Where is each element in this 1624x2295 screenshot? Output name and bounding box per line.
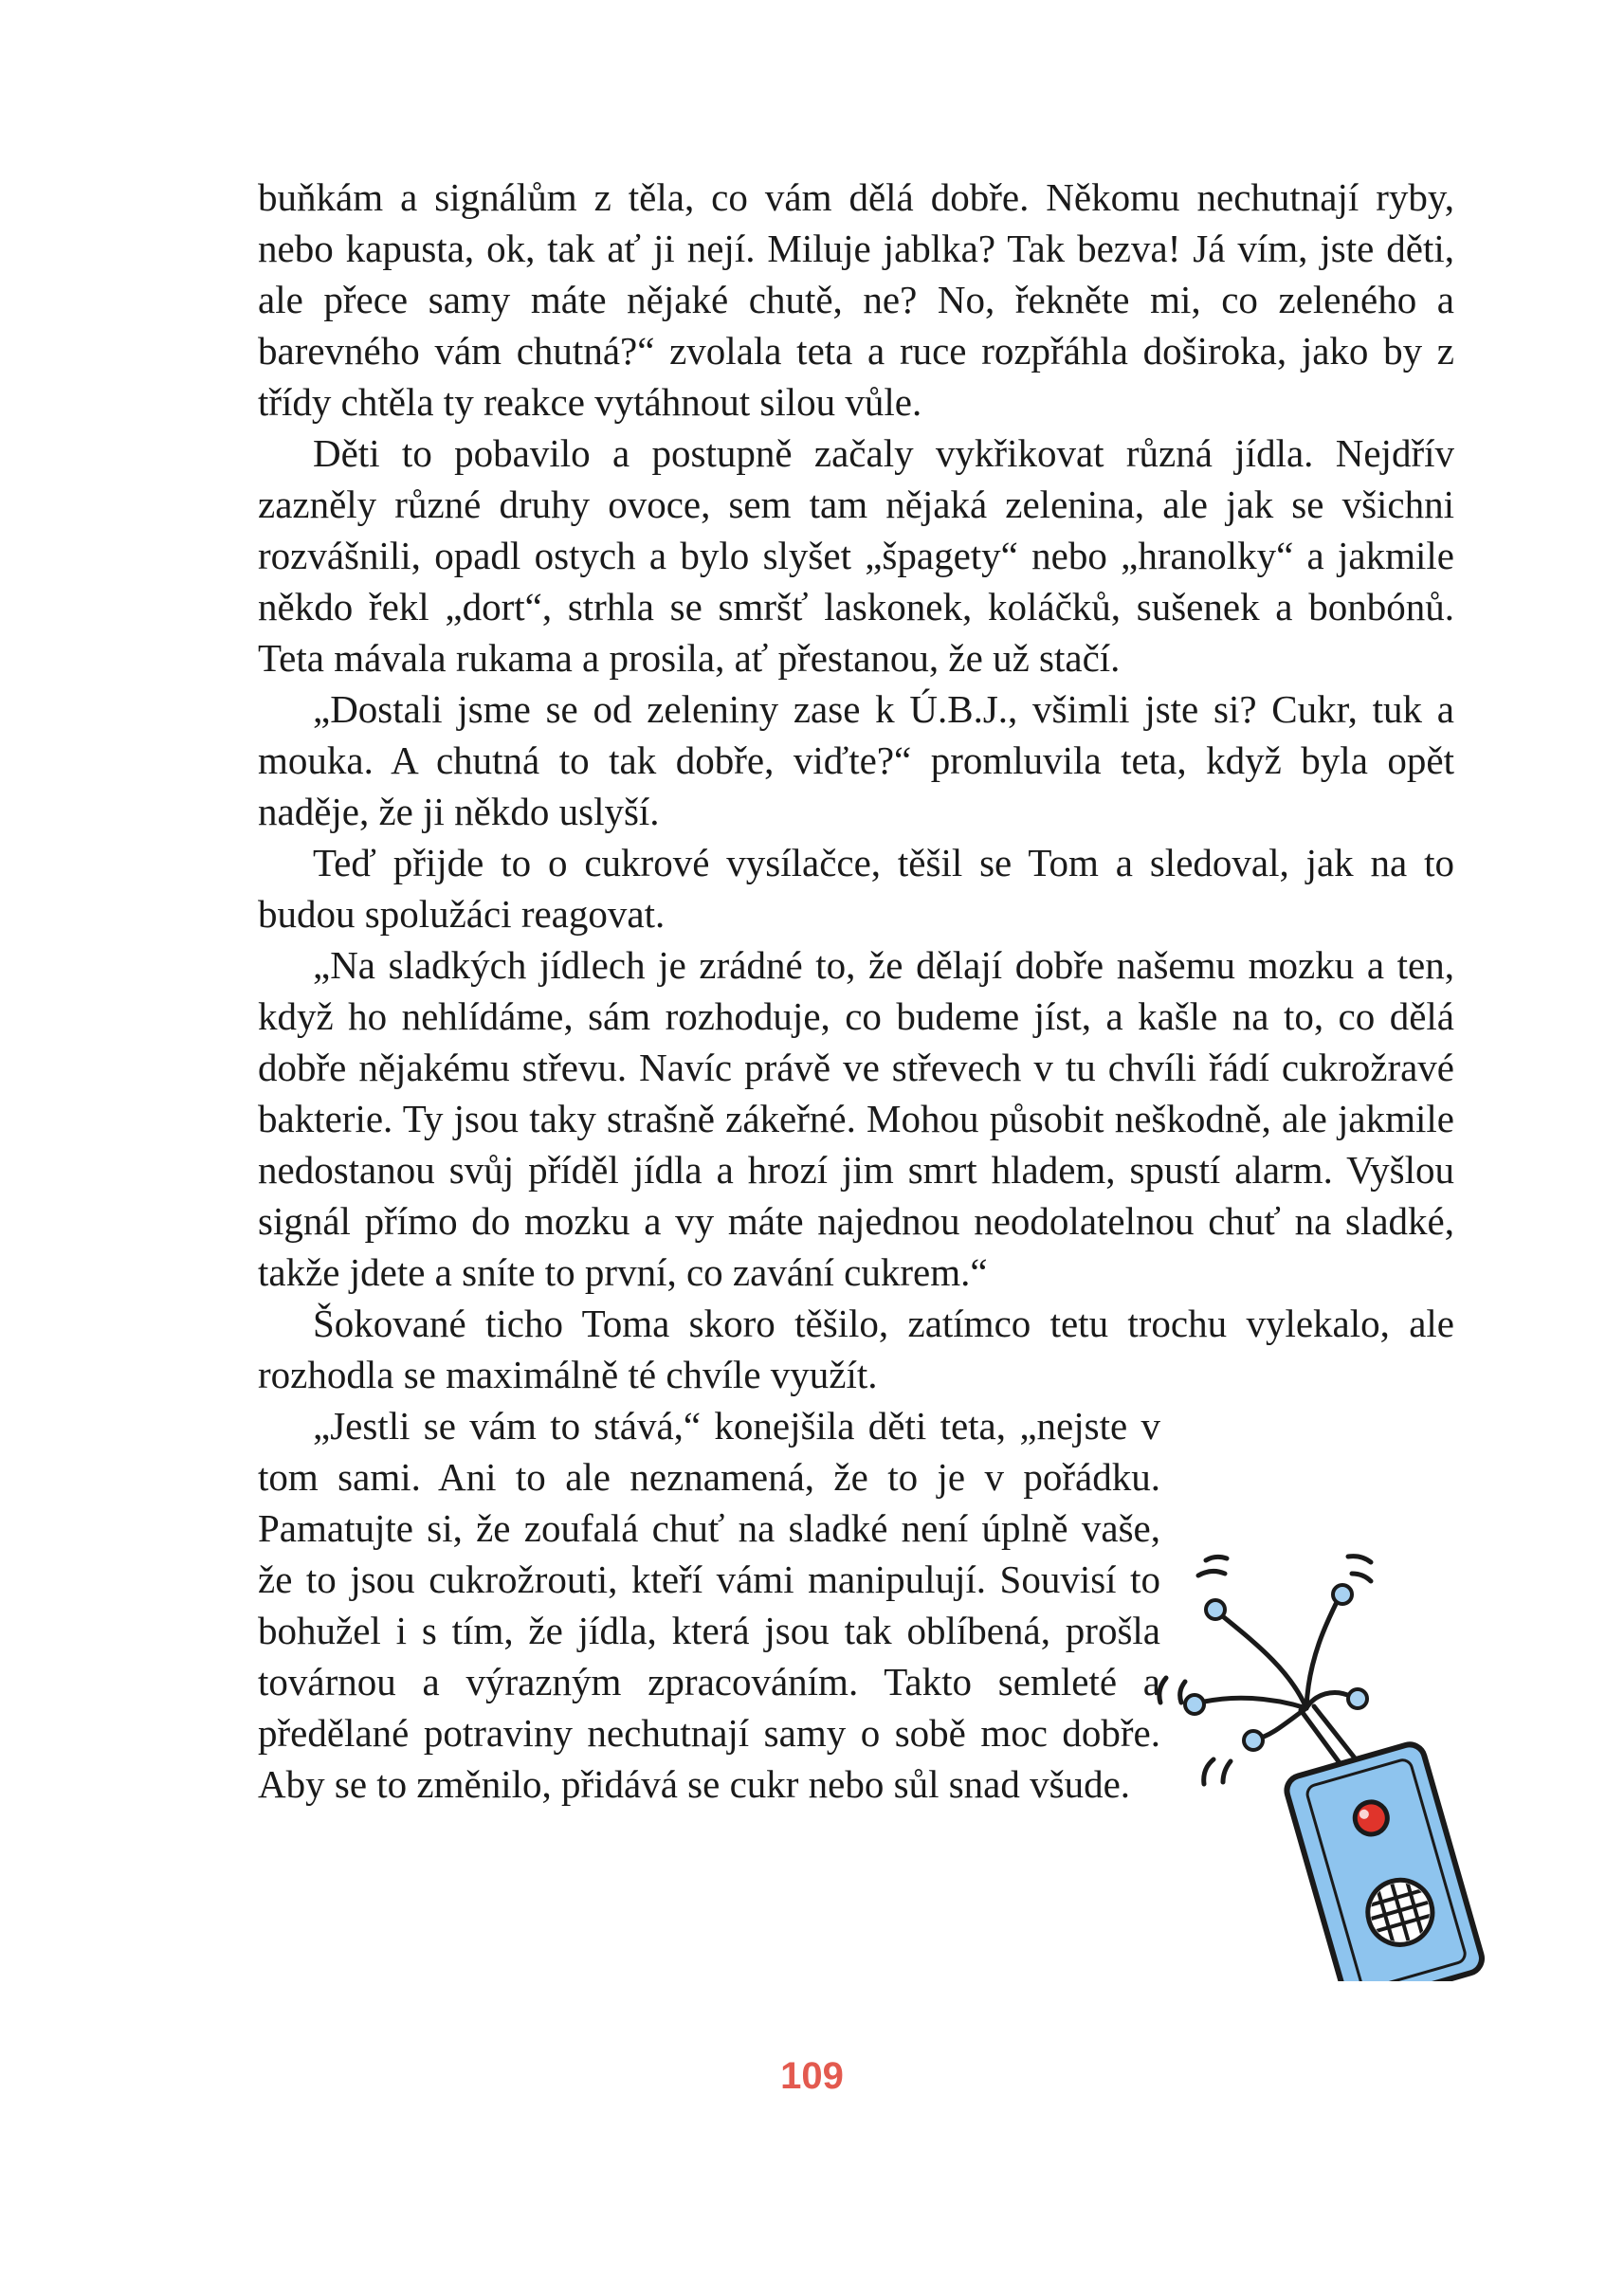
antenna-tips bbox=[1185, 1585, 1367, 1750]
page-number: 109 bbox=[780, 2055, 844, 2097]
device-body bbox=[1284, 1741, 1486, 1981]
paragraph-6: Šokované ticho Toma skoro těšilo, zatímco tetu trochu vylekalo, ale rozhodla se maximálně té chvíle využít. bbox=[258, 1302, 1454, 1396]
paragraph-5: „Na sladkých jídlech je zrádné to, že dělají dobře našemu mozku a ten, když ho nehlídáme, sám rozhoduje, co budeme jíst, a kašle na to, co dělá dobře nějakému střevu. Navíc právě ve střevech v tu chvíli řádí cukrožravé bakterie. Ty jsou taky strašně zákeřné. Mohou působit neškodně, ale jakmile nedostanou svůj příděl jídla a hrozí jim smrt hladem, spustí alarm. Vyšlou signál přímo do mozku a vy máte najednou neodolatelnou chuť na sladké, takže jdete a sníte to první, co zavání cukrem.“ bbox=[258, 943, 1454, 1294]
paragraph-4: Teď přijde to o cukrové vysílačce, těšil se Tom a sledoval, jak na to budou spolužáci reagovat. bbox=[258, 841, 1454, 936]
paragraph-1: buňkám a signálům z těla, co vám dělá dobře. Někomu nechutnají ryby, nebo kapusta, ok, tak ať ji nejí. Miluje jablka? Tak bezva! Já vím, jste děti, ale přece samy máte nějaké chutě, ne? No, řekněte mi, co zeleného a barevného vám chutná?“ zvolala teta a ruce rozpřáhla doširoka, jako by z třídy chtěla ty reakce vytáhnout silou vůle. bbox=[258, 175, 1454, 424]
remote-transmitter-icon bbox=[1128, 1536, 1498, 1981]
paragraph-2: Děti to pobavilo a postupně začaly vykřikovat různá jídla. Nejdřív zazněly různé druhy ovoce, sem tam nějaká zelenina, ale jak se všichni rozvášnili, opadl ostych a bylo slyšet „špagety“ nebo „hranolky“ a jakmile někdo řekl „dort“, strhla se smršť laskonek, koláčků, sušenek a bonbónů. Teta mávala rukama a prosila, ať přestanou, že už stačí. bbox=[258, 431, 1454, 680]
paragraph-7: „Jestli se vám to stává,“ konejšila děti teta, „nejste v tom sami. Ani to ale neznamená, že to je v pořádku. Pamatujte si, že zoufalá chuť na sladké není úplně vaše, že to jsou cukrožrouti, kteří vámi manipulují. Souvisí to bohužel i s tím, že jídla, která jsou tak oblíbená, prošla továrnou a výrazným zpracováním. Takto semleté a předělané potraviny nechutnají samy o sobě moc dobře. Aby se to změnilo, přidává se cukr nebo sůl snad všude. bbox=[258, 1404, 1160, 1806]
paragraph-3: „Dostali jsme se od zeleniny zase k Ú.B.J., všimli jste si? Cukr, tuk a mouka. A chutná to tak dobře, viďte?“ promluvila teta, když byla opět naděje, že ji někdo uslyší. bbox=[258, 687, 1454, 833]
antennas bbox=[1200, 1598, 1352, 1739]
